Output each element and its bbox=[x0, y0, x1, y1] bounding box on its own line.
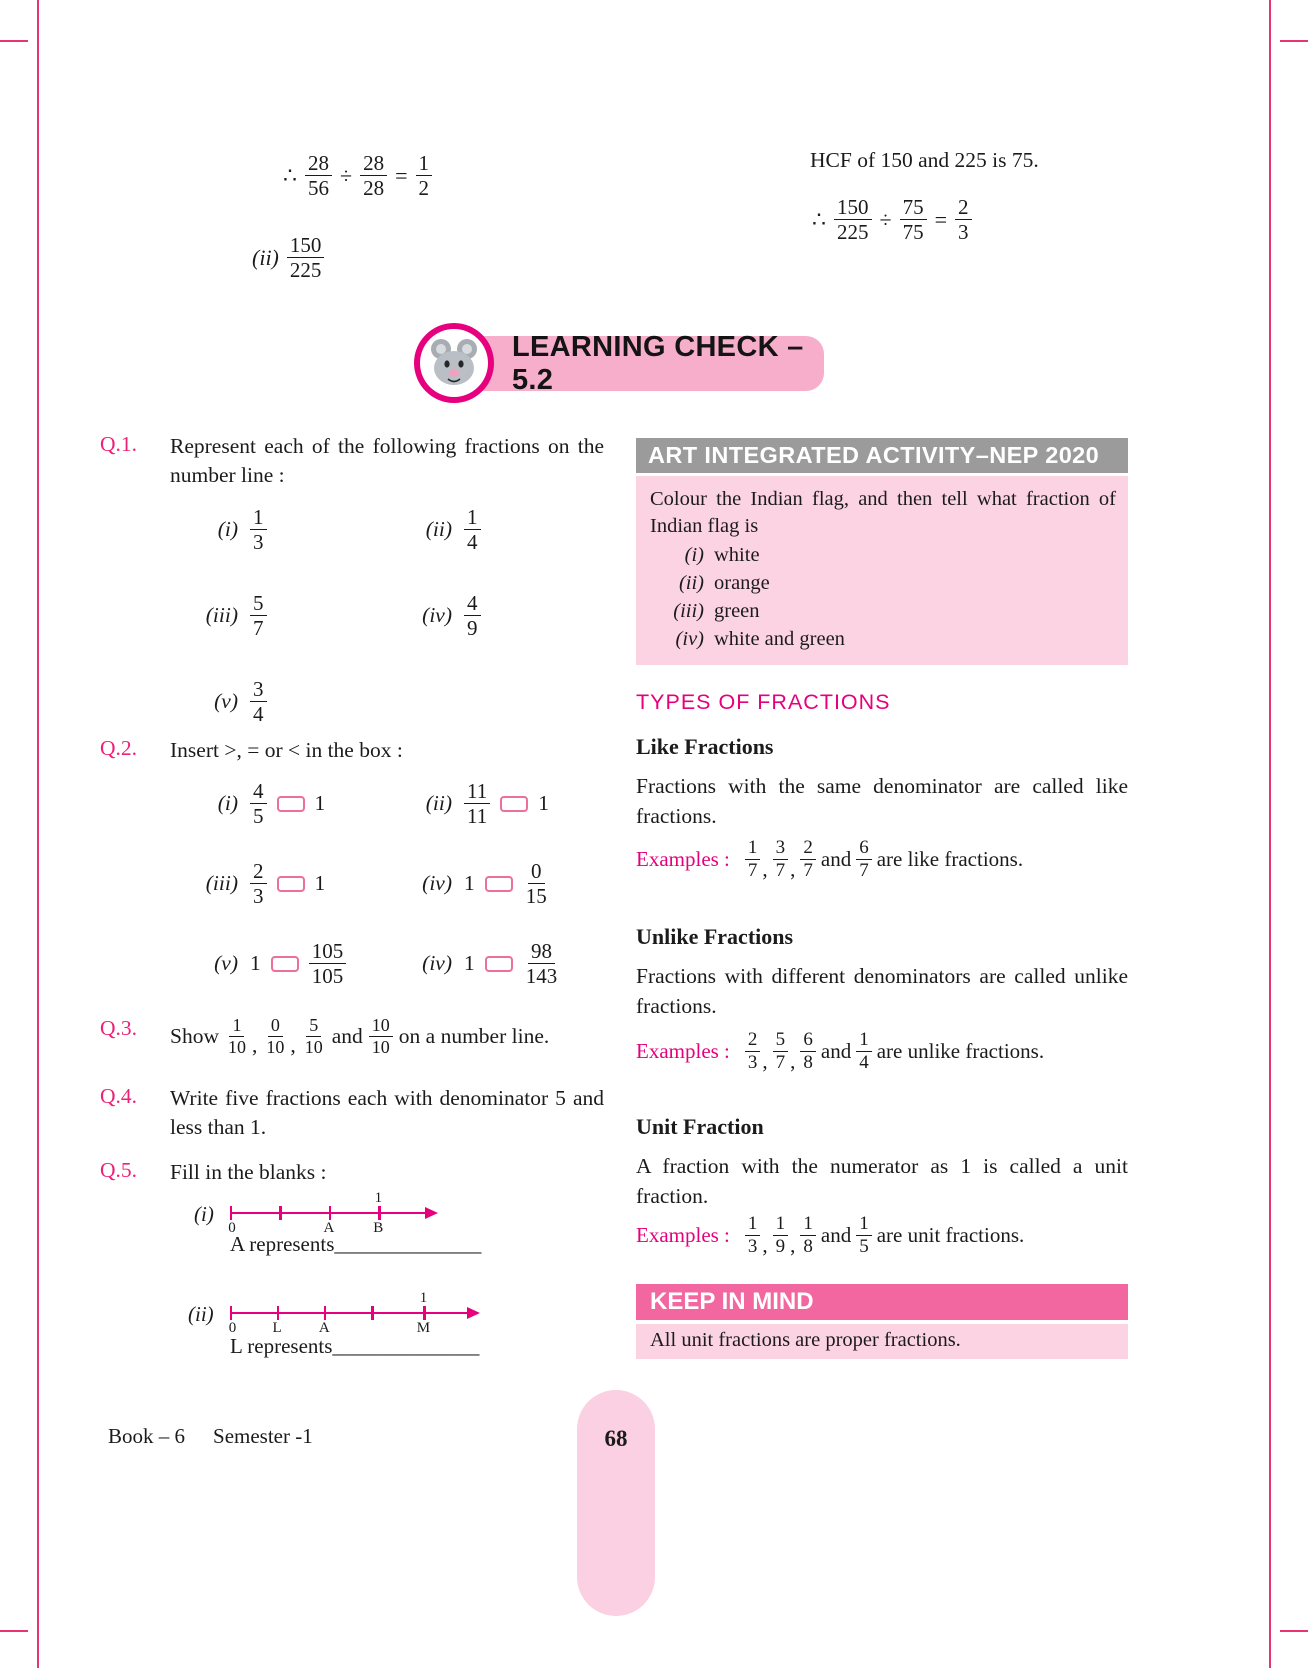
page-number-pill bbox=[577, 1390, 655, 1616]
fraction: $\frac{2}{3}$ bbox=[955, 196, 972, 244]
tick bbox=[230, 1306, 232, 1320]
hcf-note: HCF of 150 and 225 is 75. bbox=[810, 148, 1039, 172]
arrow-icon bbox=[425, 1207, 438, 1219]
q1-item-v bbox=[192, 678, 406, 726]
question-q3 bbox=[100, 1016, 549, 1057]
like-fractions-heading: Like Fractions bbox=[636, 734, 774, 759]
unlike-fractions-body: Fractions with different denominators are called unlike fractions. bbox=[636, 964, 1128, 1018]
keep-in-mind-title: KEEP IN MIND bbox=[650, 1288, 814, 1315]
unit-fraction-heading: Unit Fraction bbox=[636, 1114, 764, 1139]
question-q1 bbox=[100, 432, 606, 490]
answer-box bbox=[277, 876, 305, 892]
fraction: $\frac{1}{5}$ bbox=[856, 1214, 872, 1257]
fraction: $\frac{1}{10}$ bbox=[227, 1015, 246, 1058]
q2-item-i bbox=[192, 780, 406, 828]
item-label: (iv) bbox=[422, 603, 452, 628]
fraction: $\frac{105}{105}$ bbox=[309, 940, 347, 988]
item-text: white and green bbox=[714, 628, 845, 651]
and-word: and bbox=[820, 1039, 852, 1064]
fraction: $\frac{2}{3}$ bbox=[250, 860, 267, 908]
and-word: and bbox=[820, 847, 852, 872]
therefore-symbol: ∴ bbox=[283, 162, 297, 188]
fraction: $\frac{4}{9}$ bbox=[464, 592, 481, 640]
number-line-axis bbox=[230, 1312, 470, 1314]
q1-item-ii bbox=[406, 506, 481, 554]
question-text: Represent each of the following fractions on the number line : bbox=[170, 434, 604, 487]
number-line-label: 1 bbox=[419, 1290, 428, 1306]
question-text bbox=[170, 1016, 549, 1057]
item-text: orange bbox=[714, 571, 770, 594]
q1-item-i bbox=[192, 506, 406, 554]
fraction: $\frac{1}{7}$ bbox=[745, 838, 761, 881]
types-of-fractions-heading: TYPES OF FRACTIONS bbox=[636, 690, 891, 714]
fraction: $\frac{98}{143}$ bbox=[525, 939, 558, 989]
q1-fraction-row bbox=[192, 506, 481, 554]
trim-mark-bottom-right bbox=[1280, 1630, 1308, 1632]
section-title-pill bbox=[452, 330, 824, 396]
item-label: (i) bbox=[194, 1201, 214, 1226]
fraction: $\frac{6}{7}$ bbox=[856, 838, 872, 881]
q1-item-iii bbox=[192, 592, 406, 640]
equals-symbol: = bbox=[934, 206, 947, 232]
number-line-label: 1 bbox=[374, 1190, 383, 1206]
question-q4 bbox=[100, 1084, 606, 1142]
question-text: Insert >, = or < in the box : bbox=[170, 738, 403, 762]
comma: , bbox=[790, 857, 796, 882]
fraction: $\frac{0}{15}$ bbox=[525, 859, 547, 909]
art-activity-item bbox=[650, 598, 1116, 625]
fraction: $\frac{10}{10}$ bbox=[369, 1016, 393, 1057]
examples-label: Examples : bbox=[636, 847, 730, 872]
keep-in-mind-body: All unit fractions are proper fractions. bbox=[636, 1324, 1128, 1359]
fraction: $\frac{28}{28}$ bbox=[360, 152, 387, 200]
fraction: $\frac{5}{7}$ bbox=[773, 1030, 789, 1073]
answer-box bbox=[485, 956, 513, 972]
fraction: $\frac{1}{9}$ bbox=[773, 1214, 789, 1257]
number-line-label: 0 bbox=[228, 1320, 237, 1336]
q5-item-i bbox=[194, 1190, 436, 1238]
fraction: $\frac{11}{11}$ bbox=[464, 780, 490, 828]
item-label: (iii) bbox=[205, 871, 238, 896]
number-one: 1 bbox=[538, 791, 549, 816]
question-text: Write five fractions each with denominator 5 and less than 1. bbox=[170, 1086, 604, 1139]
item-label: (i) bbox=[684, 543, 704, 566]
item-label: (iii) bbox=[205, 603, 238, 628]
comma: , bbox=[762, 1049, 768, 1074]
worked-example-left bbox=[283, 152, 432, 200]
fraction: $\frac{3}{7}$ bbox=[773, 838, 789, 881]
trim-mark-bottom-left bbox=[0, 1630, 28, 1632]
number-line-label: 0 bbox=[228, 1220, 236, 1236]
question-text: Fill in the blanks : bbox=[170, 1160, 327, 1184]
answer-box bbox=[485, 876, 513, 892]
fraction: $\frac{2}{7}$ bbox=[800, 838, 816, 881]
number-line bbox=[230, 1190, 436, 1238]
number-one: 1 bbox=[314, 791, 326, 816]
answer-box bbox=[500, 796, 528, 812]
comma: , bbox=[290, 1033, 296, 1058]
art-activity-banner bbox=[636, 438, 1128, 473]
tick bbox=[371, 1306, 373, 1320]
fraction: $\frac{75}{75}$ bbox=[900, 196, 927, 244]
item-label: (iv) bbox=[675, 628, 704, 651]
mascot-icon bbox=[412, 321, 496, 405]
item-label: (i) bbox=[217, 791, 238, 816]
question-number: Q.3. bbox=[100, 1016, 138, 1040]
number-line-label: A bbox=[318, 1320, 330, 1336]
tick bbox=[230, 1206, 232, 1220]
footer-book: Book – 6 bbox=[108, 1424, 186, 1448]
item-label: (ii) bbox=[252, 244, 279, 270]
divide-symbol: ÷ bbox=[340, 162, 353, 188]
right-column bbox=[636, 438, 1128, 1370]
question-number: Q.2. bbox=[100, 736, 138, 760]
unit-fraction-body: A fraction with the numerator as 1 is called a unit fraction. bbox=[636, 1154, 1128, 1208]
tick bbox=[279, 1206, 281, 1220]
fraction: $\frac{6}{8}$ bbox=[800, 1030, 816, 1073]
item-label: (iii) bbox=[673, 600, 704, 623]
number-line bbox=[230, 1290, 478, 1338]
item-label: (ii) bbox=[425, 791, 452, 816]
and-word: and bbox=[820, 1223, 852, 1248]
unit-fraction-examples bbox=[636, 1214, 1024, 1257]
tick bbox=[329, 1206, 331, 1220]
tick bbox=[423, 1306, 425, 1320]
item-text: white bbox=[714, 543, 760, 566]
divide-symbol: ÷ bbox=[879, 206, 892, 232]
question-number: Q.4. bbox=[100, 1084, 138, 1108]
number-line-label: L bbox=[272, 1320, 282, 1336]
trim-mark-left bbox=[37, 0, 39, 1668]
tail-text: on a number line. bbox=[398, 1024, 550, 1049]
q2-item-vi bbox=[406, 940, 560, 988]
q2-row bbox=[192, 940, 560, 988]
question-number: Q.1. bbox=[100, 432, 138, 456]
art-activity-title: ART INTEGRATED ACTIVITY–NEP 2020 bbox=[648, 442, 1100, 468]
q5-item-ii bbox=[188, 1290, 478, 1338]
examples-tail: are unlike fractions. bbox=[876, 1039, 1045, 1064]
fraction: $\frac{3}{4}$ bbox=[250, 678, 267, 726]
q2-item-v bbox=[192, 940, 406, 988]
comma: , bbox=[251, 1033, 258, 1058]
number-one: 1 bbox=[464, 871, 475, 896]
fill-blank-caption: A represents______________ bbox=[230, 1232, 482, 1256]
art-activity-item bbox=[650, 570, 1116, 597]
fraction: $\frac{2}{3}$ bbox=[745, 1030, 761, 1073]
art-activity-item bbox=[650, 626, 1116, 653]
unlike-fractions-heading: Unlike Fractions bbox=[636, 924, 794, 949]
tick bbox=[277, 1306, 279, 1320]
comma: , bbox=[790, 1049, 796, 1074]
fraction: $\frac{150}{225}$ bbox=[834, 196, 872, 244]
trim-mark-top-right bbox=[1280, 40, 1308, 42]
item-label: (ii) bbox=[188, 1301, 214, 1326]
item-label: (v) bbox=[214, 689, 238, 714]
page-number: 68 bbox=[604, 1426, 628, 1451]
fraction: $\frac{1}{8}$ bbox=[800, 1214, 816, 1257]
and-word: and bbox=[331, 1024, 363, 1049]
item-label: (iv) bbox=[422, 951, 452, 976]
comma: , bbox=[762, 1233, 768, 1258]
fraction: $\frac{1}{3}$ bbox=[250, 506, 267, 554]
fraction: $\frac{0}{10}$ bbox=[266, 1015, 285, 1058]
q2-row bbox=[192, 780, 549, 828]
number-line-label: M bbox=[416, 1320, 431, 1336]
fraction: $\frac{28}{56}$ bbox=[305, 152, 332, 200]
item-label: (i) bbox=[217, 517, 238, 542]
q1-fraction-row bbox=[192, 678, 406, 726]
examples-tail: are unit fractions. bbox=[876, 1223, 1025, 1248]
fraction: $\frac{5}{7}$ bbox=[250, 592, 267, 640]
question-number: Q.5. bbox=[100, 1158, 138, 1182]
item-label: (ii) bbox=[425, 517, 452, 542]
q2-item-iii bbox=[192, 860, 406, 908]
trim-mark-right bbox=[1269, 0, 1271, 1668]
fraction: $\frac{1}{4}$ bbox=[856, 1030, 872, 1073]
fraction: $\frac{4}{5}$ bbox=[250, 780, 267, 828]
number-line-label: A bbox=[323, 1220, 335, 1236]
fraction: $\frac{1}{3}$ bbox=[745, 1214, 761, 1257]
q2-item-ii bbox=[406, 780, 549, 828]
section-title: LEARNING CHECK – 5.2 bbox=[512, 330, 804, 396]
answer-box bbox=[271, 956, 299, 972]
question-q5 bbox=[100, 1158, 606, 1187]
item-text: green bbox=[714, 600, 760, 623]
therefore-symbol: ∴ bbox=[812, 206, 826, 232]
left-column bbox=[100, 432, 616, 1402]
tick bbox=[324, 1306, 326, 1320]
lead-word: Show bbox=[170, 1024, 219, 1049]
q1-item-iv bbox=[406, 592, 481, 640]
art-activity-item bbox=[650, 542, 1116, 569]
item-label: (ii) bbox=[678, 571, 704, 594]
worked-example-item-ii bbox=[252, 234, 324, 282]
q2-row bbox=[192, 860, 550, 908]
comma: , bbox=[762, 857, 768, 882]
comma: , bbox=[790, 1233, 796, 1258]
keep-in-mind-banner bbox=[636, 1284, 1128, 1320]
examples-label: Examples : bbox=[636, 1223, 730, 1248]
arrow-icon bbox=[467, 1307, 480, 1319]
number-line-label: B bbox=[373, 1220, 384, 1236]
item-label: (iv) bbox=[422, 871, 452, 896]
fraction: $\frac{1}{4}$ bbox=[464, 506, 481, 554]
fraction: $\frac{1}{2}$ bbox=[416, 152, 433, 200]
fill-blank-caption: L represents______________ bbox=[230, 1334, 480, 1358]
item-label: (v) bbox=[214, 951, 238, 976]
q2-item-iv bbox=[406, 860, 550, 908]
trim-mark-top-left bbox=[0, 40, 28, 42]
art-activity-box bbox=[636, 476, 1128, 665]
answer-box bbox=[277, 796, 305, 812]
number-one: 1 bbox=[250, 951, 261, 976]
like-fractions-examples bbox=[636, 838, 1023, 881]
question-q2 bbox=[100, 736, 606, 765]
footer bbox=[108, 1424, 313, 1449]
examples-tail: are like fractions. bbox=[876, 847, 1024, 872]
worked-example-right bbox=[812, 196, 972, 244]
fraction: $\frac{5}{10}$ bbox=[304, 1015, 323, 1058]
q1-fraction-row bbox=[192, 592, 481, 640]
number-one: 1 bbox=[464, 951, 475, 976]
footer-semester: Semester -1 bbox=[213, 1424, 313, 1448]
like-fractions-body: Fractions with the same denominator are called like fractions. bbox=[636, 774, 1128, 828]
art-activity-intro: Colour the Indian flag, and then tell what fraction of Indian flag is bbox=[650, 488, 1116, 538]
number-one: 1 bbox=[314, 871, 326, 896]
examples-label: Examples : bbox=[636, 1039, 730, 1064]
fraction: $\frac{150}{225}$ bbox=[287, 234, 325, 282]
equals-symbol: = bbox=[395, 162, 408, 188]
tick bbox=[378, 1206, 380, 1220]
unlike-fractions-examples bbox=[636, 1030, 1044, 1073]
